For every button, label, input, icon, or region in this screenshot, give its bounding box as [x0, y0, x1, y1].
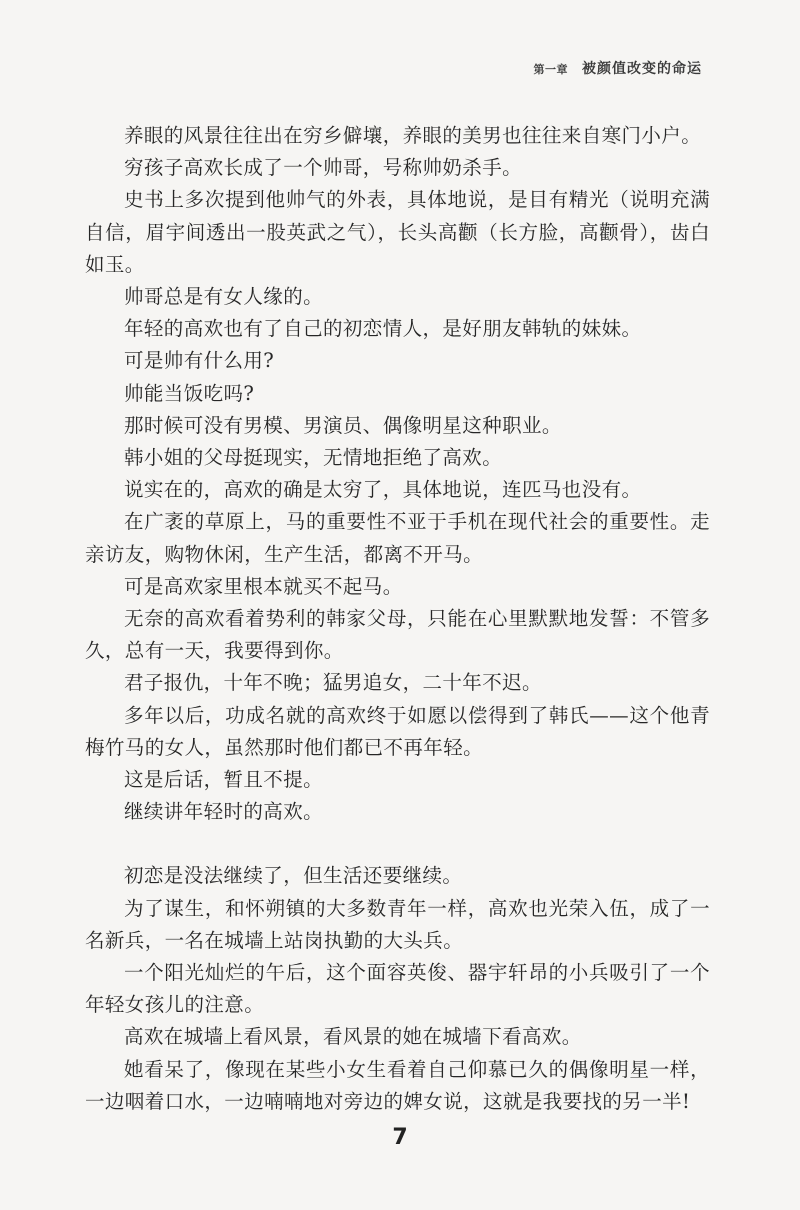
paragraph: 她看呆了，像现在某些小女生看着自己仰慕已久的偶像明星一样，一边咽着口水，一边喃喃地对旁边的婢女说，这就是我要找的另一半! [85, 1057, 710, 1113]
paragraph: 帅能当饭吃吗? [124, 381, 255, 405]
paragraph: 那时候可没有男模、男演员、偶像明星这种职业。 [124, 413, 562, 437]
paragraph: 养眼的风景往往出在穷乡僻壤，养眼的美男也往往来自寒门小户。 [124, 124, 702, 147]
paragraph: 为了谋生，和怀朔镇的大多数青年一样，高欢也光荣入伍，成了一名新兵，一名在城墙上站岗执勤的大头兵。 [85, 896, 710, 952]
section-break [85, 828, 710, 860]
paragraph: 一个阳光灿烂的午后，这个面容英俊、器宇轩昂的小兵吸引了一个年轻女孩儿的注意。 [85, 961, 710, 1017]
paragraph: 可是高欢家里根本就买不起马。 [124, 574, 403, 598]
paragraph: 可是帅有什么用? [124, 349, 275, 373]
running-header [534, 58, 703, 78]
page-number: 7 [392, 1125, 408, 1150]
paragraph: 在广袤的草原上，马的重要性不亚于手机在现代社会的重要性。走亲访友，购物休闲，生产生活，都离不开马。 [85, 510, 710, 566]
paragraph: 韩小姐的父母挺现实，无情地拒绝了高欢。 [124, 446, 503, 470]
body-text [85, 120, 710, 1118]
paragraph: 这是后话，暂且不提。 [124, 768, 324, 792]
paragraph: 史书上多次提到他帅气的外表，具体地说，是目有精光（说明充满自信，眉宇间透出一股英武之气），长头高颧（长方脸，高颧骨），齿白如玉。 [85, 188, 710, 276]
paragraph: 初恋是没法继续了，但生活还要继续。 [124, 864, 463, 888]
paragraph: 无奈的高欢看着势利的韩家父母，只能在心里默默地发誓：不管多久，总有一天，我要得到你。 [85, 607, 710, 663]
paragraph: 穷孩子高欢长成了一个帅哥，号称帅奶杀手。 [124, 156, 523, 180]
paragraph: 高欢在城墙上看风景，看风景的她在城墙下看高欢。 [124, 1025, 582, 1049]
paragraph: 说实在的，高欢的确是太穷了，具体地说，连匹马也没有。 [124, 478, 642, 502]
chapter-title: 被颜值改变的命运 [582, 61, 702, 77]
chapter-number: 第一章 [533, 63, 568, 76]
paragraph: 继续讲年轻时的高欢。 [124, 800, 324, 824]
paragraph: 帅哥总是有女人缘的。 [124, 285, 324, 309]
paragraph: 君子报仇，十年不晚；猛男追女，二十年不迟。 [124, 671, 542, 695]
paragraph: 多年以后，功成名就的高欢终于如愿以偿得到了韩氏——这个他青梅竹马的女人，虽然那时他们都已不再年轻。 [85, 703, 710, 759]
paragraph: 年轻的高欢也有了自己的初恋情人，是好朋友韩轨的妹妹。 [124, 317, 642, 341]
